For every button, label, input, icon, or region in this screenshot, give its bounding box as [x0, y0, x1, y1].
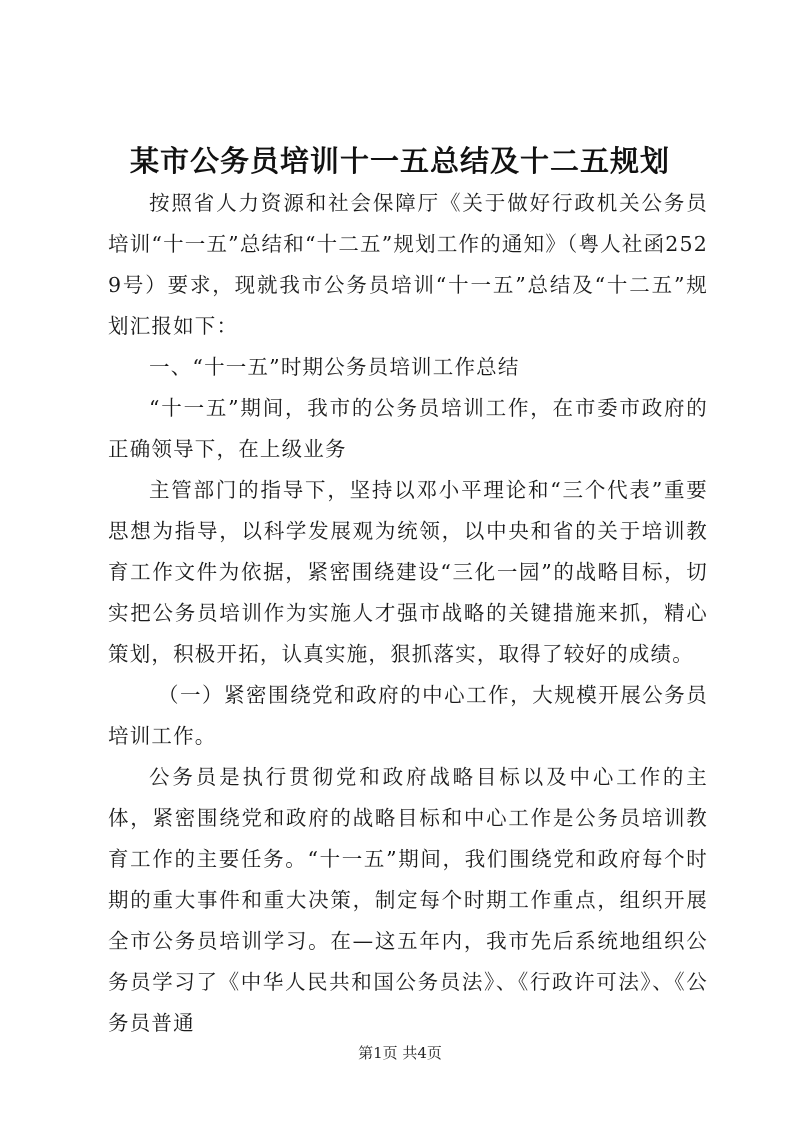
- paragraph-intro: 按照省人力资源和社会保障厅《关于做好行政机关公务员培训“十一五”总结和“十二五”规划工作的通知》（粤人社函2529号）要求，现就我市公务员培训“十一五”总结及“十二五”规划汇报如下：: [108, 191, 708, 338]
- section-heading: 一、“十一五”时期公务员培训工作总结: [149, 355, 520, 379]
- document-body: [108, 183, 708, 1044]
- page-footer: 第1页 共4页: [358, 1044, 442, 1062]
- subsection-heading: （一）紧密围绕党和政府的中心工作，大规模开展公务员培训工作。: [108, 683, 708, 748]
- paragraph-period: “十一五”期间，我市的公务员培训工作，在市委市政府的正确领导下，在上级业务: [108, 396, 708, 461]
- page-title: 某市公务员培训十一五总结及十二五规划: [129, 144, 670, 178]
- paragraph-guidance: 主管部门的指导下，坚持以邓小平理论和“三个代表”重要思想为指导，以科学发展观为统领，以中央和省的关于培训教育工作文件为依据，紧密围绕建设“三化一园”的战略目标，切实把公务员培训作为实施人才强市战略的关键措施来抓，精心策划，积极开拓，认真实施，狠抓落实，取得了较好的成绩。: [108, 478, 708, 666]
- paragraph-civil-servants: 公务员是执行贯彻党和政府战略目标以及中心工作的主体，紧密围绕党和政府的战略目标和中心工作是公务员培训教育工作的主要任务。“十一五”期间，我们围绕党和政府每个时期的重大事件和重大决策，制定每个时期工作重点，组织开展全市公务员培训学习。在—这五年内，我市先后系统地组织公务员学习了《中华人民共和国公务员法》、《行政许可法》、《公务员普通: [108, 765, 708, 1035]
